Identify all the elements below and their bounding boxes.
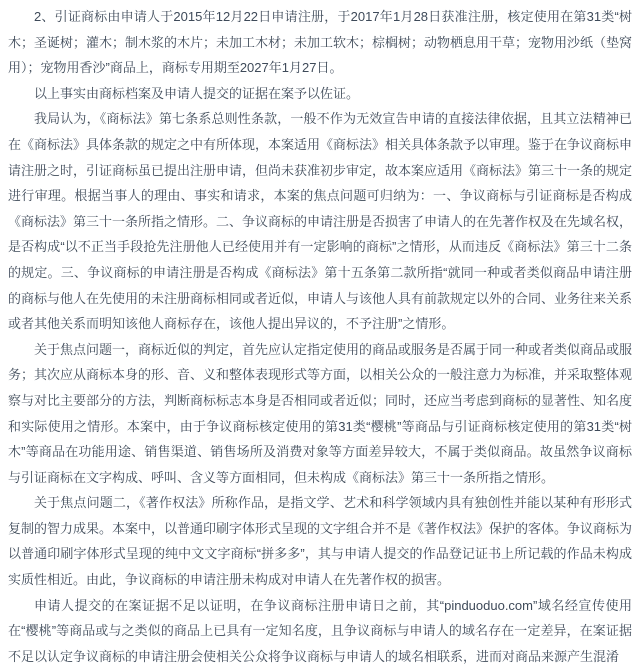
paragraph-domain-name-evidence: 申请人提交的在案证据不足以证明，在争议商标注册申请日之前，其“pinduoduo.com”域名经宣传使用在“樱桃”等商品或与之类似的商品上已具有一定知名度，且争议商标与申请人的域名存在一定差异，在案证据不足以认定争议商标的申请注册会使相关公众将争议商标与申请人的域名相联系，进而对商品来源产生混淆: [8, 597, 632, 664]
paragraph-bureau-opinion-focus-issues: 我局认为，《商标法》第七条系总则性条款，一般不作为无效宣告申请的直接法律依据，且其立法精神已在《商标法》具体条款的规定之中有所体现，本案适用《商标法》相关具体条款予以审理。鉴于在争议商标申请注册之时，引证商标虽已提出注册申请，但尚未获准初步审定，故本案应适用《商标法》第三十一条的规定进行审理。根据当事人的理由、事实和请求，本案的焦点问题可归纳为：一、争议商标与引证商标是否构成《商标法》第三十一条所指之情形。二、争议商标的申请注册是否损害了申请人的在先著作权及在先域名权，是否构成“以不正当手段抢先注册他人已经使用并有一定影响的商标”之情形，从而违反《商标法》第三十二条的规定。三、争议商标的申请注册是否构成《商标法》第十五条第二款所指“就同一种或者类似商品申请注册的商标与他人在先使用的未注册商标相同或者近似，申请人与该他人具有前款规定以外的合同、业务往来关系或者其他关系而明知该他人商标存在，该他人提出异议的，不予注册”之情形。: [8, 111, 633, 332]
paragraph-focus-issue-two: 关于焦点问题二，《著作权法》所称作品，是指文学、艺术和科学领域内具有独创性并能以某种有形形式复制的智力成果。本案中，以普通印刷字体形式呈现的文字组合并不是《著作权法》保护的客体。争议商标为以普通印刷字体形式呈现的纯中文文字商标“拼多多”，其与申请人提交的作品登记证书上所记载的作品未构成实质性相近。由此，争议商标的申请注册未构成对申请人在先著作权的损害。: [8, 495, 633, 588]
paragraph-facts-evidence: 以上事实由商标档案及申请人提交的证据在案予以佐证。: [34, 85, 360, 101]
paragraph-focus-issue-one: 关于焦点问题一，商标近似的判定，首先应认定指定使用的商品或服务是否属于同一种或者类似商品或服务；其次应从商标本身的形、音、义和整体表现形式等方面，以相关公众的一般注意力为标准，并采取整体观察与对比主要部分的方法，判断商标标志本身是否相同或者近似；同时，还应当考虑到商标的显著性、知名度和实际使用之情形。本案中，由于争议商标核定使用的第31类“樱桃”等商品与引证商标核定使用的第31类“树木”等商品在功能用途、销售渠道、销售场所及消费对象等方面差异较大，不属于类似商品。故虽然争议商标与引证商标在文字构成、呼叫、含义等方面相同，但未构成《商标法》第三十一条所指之情形。: [8, 341, 633, 485]
paragraph-cited-mark-registration: 2、引证商标由申请人于2015年12月22日申请注册，于2017年1月28日获准注册，核定使用在第31类“树木；圣诞树；灌木；制木浆的木片；未加工木材；未加工软木；棕榈树；动物栖息用干草；宠物用沙纸（垫窝用）；宠物用香沙”商品上，商标专用期至2027年1月27日。: [8, 9, 633, 76]
